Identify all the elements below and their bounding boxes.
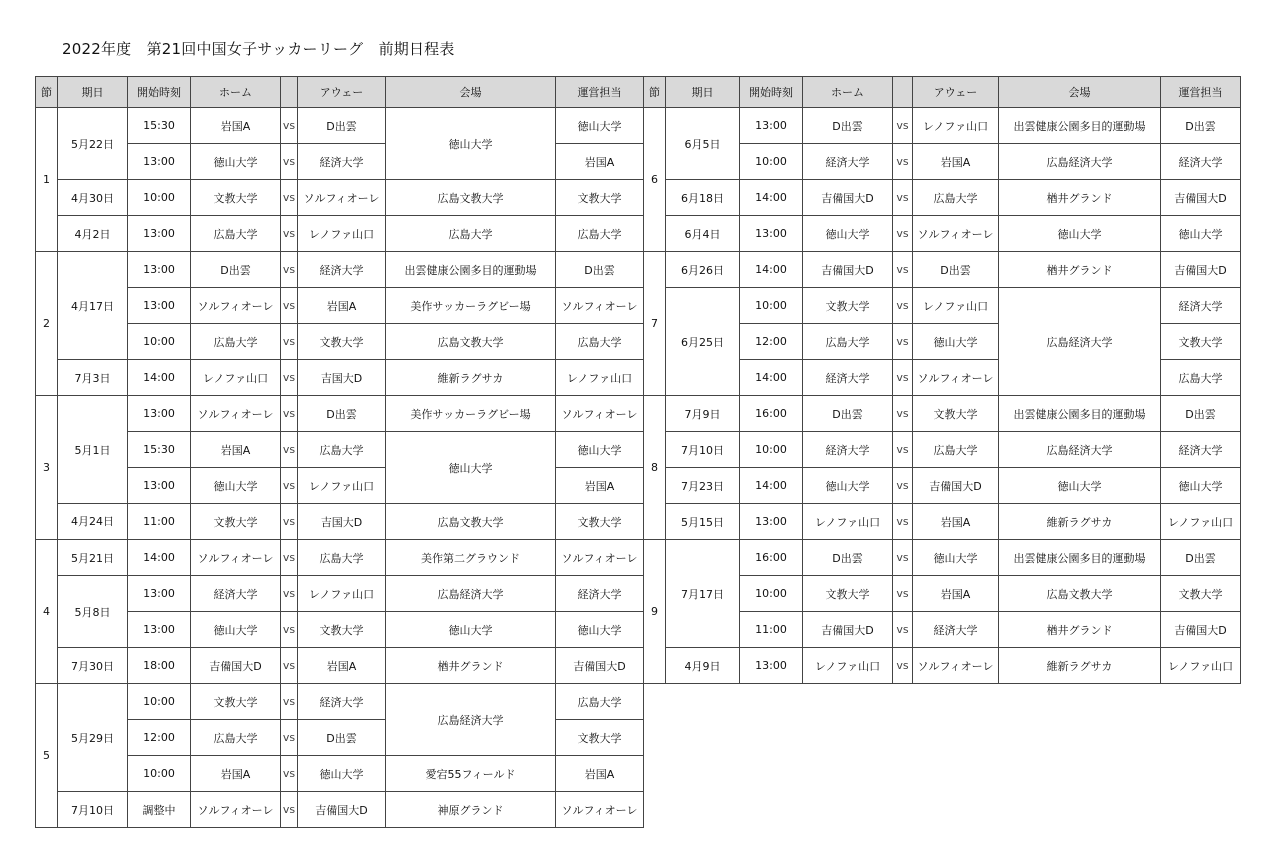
- header-section: 節: [36, 77, 58, 108]
- match-date: 4月17日: [58, 252, 128, 360]
- kickoff-time: 13:00: [128, 612, 191, 648]
- kickoff-time: 13:00: [128, 288, 191, 324]
- header-time: 開始時刻: [740, 77, 803, 108]
- away-team: 吉国大D: [298, 504, 386, 540]
- venue: 広島経済大学: [999, 288, 1161, 396]
- vs-label: vs: [281, 396, 298, 432]
- match-date: 5月8日: [58, 576, 128, 648]
- away-team: レノファ山口: [298, 468, 386, 504]
- kickoff-time: 10:00: [740, 432, 803, 468]
- vs-label: vs: [281, 288, 298, 324]
- vs-label: vs: [281, 324, 298, 360]
- venue: 広島大学: [386, 216, 556, 252]
- vs-label: vs: [893, 648, 913, 684]
- away-team: ソルフィオーレ: [913, 216, 999, 252]
- away-team: 経済大学: [298, 144, 386, 180]
- vs-label: vs: [281, 432, 298, 468]
- away-team: 岩国A: [298, 288, 386, 324]
- kickoff-time: 10:00: [740, 288, 803, 324]
- kickoff-time: 15:30: [128, 432, 191, 468]
- table-row: [644, 540, 1241, 576]
- table-row: [644, 288, 1241, 324]
- vs-label: vs: [281, 216, 298, 252]
- vs-label: vs: [893, 288, 913, 324]
- operator: ソルフィオーレ: [556, 540, 644, 576]
- away-team: 経済大学: [913, 612, 999, 648]
- header-away: アウェー: [298, 77, 386, 108]
- home-team: ソルフィオーレ: [191, 540, 281, 576]
- vs-label: vs: [281, 720, 298, 756]
- table-row: [644, 648, 1241, 684]
- venue: 広島文教大学: [386, 180, 556, 216]
- kickoff-time: 13:00: [128, 144, 191, 180]
- vs-label: vs: [893, 432, 913, 468]
- kickoff-time: 12:00: [128, 720, 191, 756]
- header-row: [644, 77, 1241, 108]
- kickoff-time: 11:00: [740, 612, 803, 648]
- home-team: 文教大学: [191, 504, 281, 540]
- operator: レノファ山口: [1161, 504, 1241, 540]
- home-team: レノファ山口: [803, 504, 893, 540]
- operator: 広島大学: [556, 684, 644, 720]
- away-team: レノファ山口: [913, 108, 999, 144]
- home-team: 岩国A: [191, 432, 281, 468]
- venue: 出雲健康公園多目的運動場: [999, 108, 1161, 144]
- kickoff-time: 14:00: [740, 252, 803, 288]
- match-date: 7月10日: [666, 432, 740, 468]
- match-date: 7月9日: [666, 396, 740, 432]
- match-date: 6月26日: [666, 252, 740, 288]
- header-away: アウェー: [913, 77, 999, 108]
- home-team: 経済大学: [803, 432, 893, 468]
- home-team: D出雲: [803, 396, 893, 432]
- away-team: 経済大学: [298, 684, 386, 720]
- page-title: 2022年度 第21回中国女子サッカーリーグ 前期日程表: [62, 40, 455, 58]
- home-team: 文教大学: [803, 576, 893, 612]
- kickoff-time: 10:00: [740, 144, 803, 180]
- venue: 徳山大学: [386, 612, 556, 648]
- table-row: [36, 648, 644, 684]
- table-row: [36, 396, 644, 432]
- away-team: D出雲: [298, 720, 386, 756]
- kickoff-time: 15:30: [128, 108, 191, 144]
- vs-label: vs: [281, 108, 298, 144]
- operator: 吉備国大D: [1161, 180, 1241, 216]
- away-team: 吉備国大D: [913, 468, 999, 504]
- vs-label: vs: [281, 540, 298, 576]
- operator: 徳山大学: [556, 432, 644, 468]
- operator: ソルフィオーレ: [556, 396, 644, 432]
- away-team: 吉国大D: [298, 360, 386, 396]
- schedule-table-left: [35, 76, 644, 828]
- table-row: [36, 576, 644, 612]
- table-row: [644, 108, 1241, 144]
- operator: D出雲: [556, 252, 644, 288]
- match-date: 4月2日: [58, 216, 128, 252]
- section-number: 7: [644, 252, 666, 396]
- away-team: ソルフィオーレ: [913, 648, 999, 684]
- home-team: 徳山大学: [191, 612, 281, 648]
- table-row: [36, 216, 644, 252]
- vs-label: vs: [893, 468, 913, 504]
- away-team: レノファ山口: [913, 288, 999, 324]
- kickoff-time: 18:00: [128, 648, 191, 684]
- vs-label: vs: [893, 576, 913, 612]
- table-row: [36, 108, 644, 144]
- venue: 徳山大学: [386, 432, 556, 504]
- kickoff-time: 14:00: [128, 360, 191, 396]
- home-team: 広島大学: [191, 324, 281, 360]
- table-row: [644, 180, 1241, 216]
- operator: 経済大学: [1161, 432, 1241, 468]
- away-team: 文教大学: [298, 324, 386, 360]
- kickoff-time: 14:00: [740, 180, 803, 216]
- venue: 広島文教大学: [386, 504, 556, 540]
- home-team: 岩国A: [191, 108, 281, 144]
- table-row: [36, 252, 644, 288]
- match-date: 7月10日: [58, 792, 128, 828]
- home-team: 広島大学: [191, 720, 281, 756]
- operator: D出雲: [1161, 396, 1241, 432]
- venue: 維新ラグサカ: [999, 504, 1161, 540]
- section-number: 6: [644, 108, 666, 252]
- match-date: 5月15日: [666, 504, 740, 540]
- operator: 文教大学: [556, 180, 644, 216]
- table-row: [36, 432, 644, 468]
- venue: 出雲健康公園多目的運動場: [999, 396, 1161, 432]
- operator: 岩国A: [556, 756, 644, 792]
- venue: 徳山大学: [386, 108, 556, 180]
- home-team: D出雲: [803, 540, 893, 576]
- match-date: 6月18日: [666, 180, 740, 216]
- away-team: レノファ山口: [298, 576, 386, 612]
- header-row: [36, 77, 644, 108]
- kickoff-time: 13:00: [740, 504, 803, 540]
- operator: 徳山大学: [1161, 216, 1241, 252]
- venue: 神原グランド: [386, 792, 556, 828]
- table-row: [644, 504, 1241, 540]
- away-team: 徳山大学: [298, 756, 386, 792]
- home-team: 吉備国大D: [803, 180, 893, 216]
- operator: 岩国A: [556, 144, 644, 180]
- operator: レノファ山口: [1161, 648, 1241, 684]
- kickoff-time: 10:00: [128, 180, 191, 216]
- vs-label: vs: [281, 252, 298, 288]
- kickoff-time: 14:00: [740, 468, 803, 504]
- section-number: 8: [644, 396, 666, 540]
- vs-label: vs: [893, 144, 913, 180]
- vs-label: vs: [281, 648, 298, 684]
- home-team: レノファ山口: [803, 648, 893, 684]
- match-date: 5月29日: [58, 684, 128, 792]
- section-number: 4: [36, 540, 58, 684]
- operator: 岩国A: [556, 468, 644, 504]
- venue: 広島文教大学: [999, 576, 1161, 612]
- kickoff-time: 13:00: [128, 252, 191, 288]
- kickoff-time: 14:00: [740, 360, 803, 396]
- match-date: 7月23日: [666, 468, 740, 504]
- venue: 美作サッカーラグビー場: [386, 396, 556, 432]
- table-row: [36, 360, 644, 396]
- venue: 広島文教大学: [386, 324, 556, 360]
- vs-label: vs: [281, 504, 298, 540]
- home-team: D出雲: [191, 252, 281, 288]
- venue: 広島経済大学: [386, 684, 556, 756]
- venue: 徳山大学: [999, 468, 1161, 504]
- home-team: 徳山大学: [803, 216, 893, 252]
- vs-label: vs: [893, 216, 913, 252]
- venue: 美作サッカーラグビー場: [386, 288, 556, 324]
- away-team: 経済大学: [298, 252, 386, 288]
- home-team: レノファ山口: [191, 360, 281, 396]
- vs-label: vs: [893, 180, 913, 216]
- header-home: ホーム: [191, 77, 281, 108]
- operator: 吉備国大D: [1161, 612, 1241, 648]
- operator: 広島大学: [556, 216, 644, 252]
- table-row: [644, 468, 1241, 504]
- kickoff-time: 10:00: [128, 324, 191, 360]
- away-team: D出雲: [913, 252, 999, 288]
- table-row: [36, 288, 644, 324]
- operator: 徳山大学: [556, 108, 644, 144]
- table-row: [36, 756, 644, 792]
- kickoff-time: 調整中: [128, 792, 191, 828]
- table-row: [36, 540, 644, 576]
- home-team: 経済大学: [803, 144, 893, 180]
- home-team: 広島大学: [803, 324, 893, 360]
- section-number: 5: [36, 684, 58, 828]
- venue: 楢井グランド: [386, 648, 556, 684]
- away-team: 吉備国大D: [298, 792, 386, 828]
- home-team: 文教大学: [803, 288, 893, 324]
- home-team: 徳山大学: [803, 468, 893, 504]
- venue: 楢井グランド: [999, 612, 1161, 648]
- vs-label: vs: [281, 180, 298, 216]
- kickoff-time: 13:00: [740, 648, 803, 684]
- kickoff-time: 13:00: [128, 396, 191, 432]
- vs-label: vs: [893, 396, 913, 432]
- away-team: 岩国A: [913, 144, 999, 180]
- kickoff-time: 16:00: [740, 540, 803, 576]
- operator: 文教大学: [1161, 576, 1241, 612]
- kickoff-time: 13:00: [128, 576, 191, 612]
- kickoff-time: 13:00: [740, 216, 803, 252]
- away-team: 岩国A: [913, 576, 999, 612]
- home-team: ソルフィオーレ: [191, 288, 281, 324]
- operator: D出雲: [1161, 540, 1241, 576]
- match-date: 4月30日: [58, 180, 128, 216]
- header-date: 期日: [58, 77, 128, 108]
- match-date: 7月3日: [58, 360, 128, 396]
- away-team: 広島大学: [913, 432, 999, 468]
- operator: 文教大学: [1161, 324, 1241, 360]
- vs-label: vs: [281, 612, 298, 648]
- home-team: 文教大学: [191, 684, 281, 720]
- home-team: 吉備国大D: [803, 612, 893, 648]
- away-team: D出雲: [298, 396, 386, 432]
- operator: 徳山大学: [1161, 468, 1241, 504]
- away-team: レノファ山口: [298, 216, 386, 252]
- table-row: [644, 432, 1241, 468]
- vs-label: vs: [281, 684, 298, 720]
- header-vs: [893, 77, 913, 108]
- away-team: 徳山大学: [913, 324, 999, 360]
- match-date: 4月9日: [666, 648, 740, 684]
- table-row: [36, 180, 644, 216]
- operator: 広島大学: [556, 324, 644, 360]
- away-team: 広島大学: [298, 540, 386, 576]
- header-time: 開始時刻: [128, 77, 191, 108]
- venue: 楢井グランド: [999, 252, 1161, 288]
- header-operator: 運営担当: [1161, 77, 1241, 108]
- vs-label: vs: [893, 108, 913, 144]
- section-number: 2: [36, 252, 58, 396]
- operator: 経済大学: [1161, 288, 1241, 324]
- vs-label: vs: [281, 756, 298, 792]
- table-row: [644, 252, 1241, 288]
- away-team: 広島大学: [913, 180, 999, 216]
- operator: レノファ山口: [556, 360, 644, 396]
- header-vs: [281, 77, 298, 108]
- kickoff-time: 14:00: [128, 540, 191, 576]
- venue: 維新ラグサカ: [386, 360, 556, 396]
- vs-label: vs: [893, 540, 913, 576]
- away-team: 広島大学: [298, 432, 386, 468]
- vs-label: vs: [281, 144, 298, 180]
- vs-label: vs: [281, 792, 298, 828]
- operator: 経済大学: [556, 576, 644, 612]
- away-team: ソルフィオーレ: [913, 360, 999, 396]
- venue: 広島経済大学: [999, 432, 1161, 468]
- table-row: [36, 684, 644, 720]
- table-row: [36, 504, 644, 540]
- operator: 広島大学: [1161, 360, 1241, 396]
- kickoff-time: 12:00: [740, 324, 803, 360]
- table-row: [36, 324, 644, 360]
- operator: 文教大学: [556, 720, 644, 756]
- section-number: 1: [36, 108, 58, 252]
- kickoff-time: 10:00: [128, 684, 191, 720]
- kickoff-time: 11:00: [128, 504, 191, 540]
- table-row: [644, 216, 1241, 252]
- vs-label: vs: [281, 468, 298, 504]
- home-team: 吉備国大D: [803, 252, 893, 288]
- header-venue: 会場: [999, 77, 1161, 108]
- away-team: 岩国A: [913, 504, 999, 540]
- away-team: 徳山大学: [913, 540, 999, 576]
- match-date: 7月30日: [58, 648, 128, 684]
- match-date: 7月17日: [666, 540, 740, 648]
- match-date: 4月24日: [58, 504, 128, 540]
- section-number: 9: [644, 540, 666, 684]
- venue: 維新ラグサカ: [999, 648, 1161, 684]
- venue: 出雲健康公園多目的運動場: [386, 252, 556, 288]
- operator: 経済大学: [1161, 144, 1241, 180]
- match-date: 6月4日: [666, 216, 740, 252]
- home-team: 徳山大学: [191, 468, 281, 504]
- header-section: 節: [644, 77, 666, 108]
- away-team: 岩国A: [298, 648, 386, 684]
- operator: 吉備国大D: [1161, 252, 1241, 288]
- section-number: 3: [36, 396, 58, 540]
- away-team: 文教大学: [298, 612, 386, 648]
- match-date: 5月1日: [58, 396, 128, 504]
- venue: 美作第二グラウンド: [386, 540, 556, 576]
- table-row: [36, 792, 644, 828]
- home-team: ソルフィオーレ: [191, 792, 281, 828]
- vs-label: vs: [281, 360, 298, 396]
- match-date: 6月25日: [666, 288, 740, 396]
- away-team: ソルフィオーレ: [298, 180, 386, 216]
- home-team: 徳山大学: [191, 144, 281, 180]
- venue: 徳山大学: [999, 216, 1161, 252]
- operator: 吉備国大D: [556, 648, 644, 684]
- match-date: 5月22日: [58, 108, 128, 180]
- home-team: D出雲: [803, 108, 893, 144]
- kickoff-time: 10:00: [128, 756, 191, 792]
- vs-label: vs: [281, 576, 298, 612]
- kickoff-time: 10:00: [740, 576, 803, 612]
- header-date: 期日: [666, 77, 740, 108]
- kickoff-time: 13:00: [128, 468, 191, 504]
- away-team: D出雲: [298, 108, 386, 144]
- header-operator: 運営担当: [556, 77, 644, 108]
- venue: 出雲健康公園多目的運動場: [999, 540, 1161, 576]
- kickoff-time: 13:00: [128, 216, 191, 252]
- operator: 徳山大学: [556, 612, 644, 648]
- away-team: 文教大学: [913, 396, 999, 432]
- vs-label: vs: [893, 504, 913, 540]
- home-team: 岩国A: [191, 756, 281, 792]
- operator: 文教大学: [556, 504, 644, 540]
- table-row: [644, 396, 1241, 432]
- match-date: 5月21日: [58, 540, 128, 576]
- kickoff-time: 13:00: [740, 108, 803, 144]
- home-team: ソルフィオーレ: [191, 396, 281, 432]
- venue: 広島経済大学: [386, 576, 556, 612]
- table-row: [36, 612, 644, 648]
- venue: 楢井グランド: [999, 180, 1161, 216]
- header-venue: 会場: [386, 77, 556, 108]
- venue: 愛宕55フィールド: [386, 756, 556, 792]
- header-home: ホーム: [803, 77, 893, 108]
- vs-label: vs: [893, 612, 913, 648]
- home-team: 吉備国大D: [191, 648, 281, 684]
- kickoff-time: 16:00: [740, 396, 803, 432]
- operator: ソルフィオーレ: [556, 288, 644, 324]
- match-date: 6月5日: [666, 108, 740, 180]
- home-team: 広島大学: [191, 216, 281, 252]
- home-team: 文教大学: [191, 180, 281, 216]
- operator: D出雲: [1161, 108, 1241, 144]
- vs-label: vs: [893, 324, 913, 360]
- operator: ソルフィオーレ: [556, 792, 644, 828]
- venue: 広島経済大学: [999, 144, 1161, 180]
- vs-label: vs: [893, 360, 913, 396]
- home-team: 経済大学: [803, 360, 893, 396]
- home-team: 経済大学: [191, 576, 281, 612]
- vs-label: vs: [893, 252, 913, 288]
- schedule-table-right: [643, 76, 1241, 684]
